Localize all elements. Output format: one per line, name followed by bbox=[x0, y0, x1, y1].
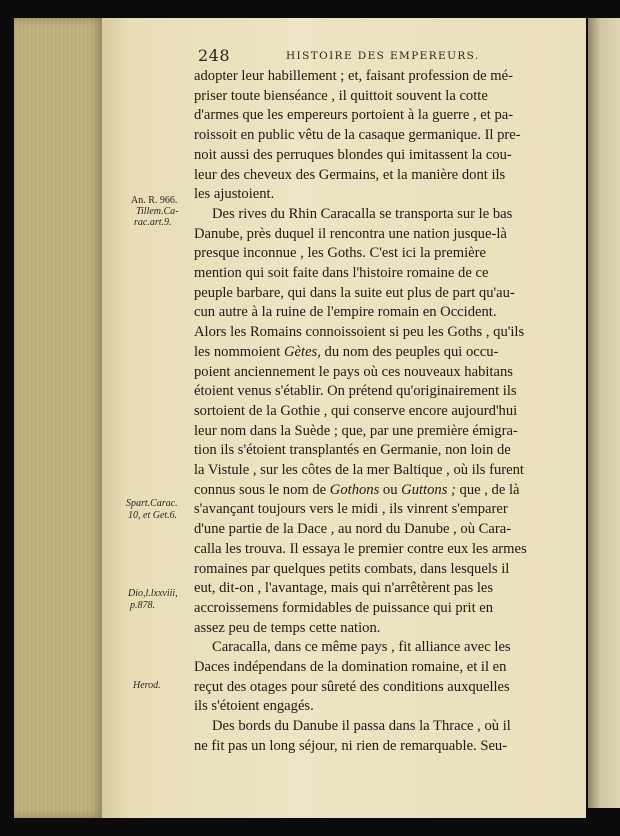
text-line: Caracalla, dans ce même pays , fit alliance avec les bbox=[212, 639, 511, 655]
facing-page-edge bbox=[588, 18, 620, 808]
text-line: Des bords du Danube il passa dans la Thrace , où il bbox=[212, 718, 511, 734]
text-segment: connus sous le nom de bbox=[194, 482, 330, 498]
margin-note-line: Dio,l.lxxviii, bbox=[128, 588, 178, 599]
margin-note-line: Spart.Carac. bbox=[126, 498, 178, 509]
text-line: romaines par quelques petits combats, dans lesquels il bbox=[194, 561, 510, 577]
margin-note-line: Tillem.Ca- bbox=[136, 206, 179, 217]
text-line: d'armes que les empereurs portoient à la guerre , et pa- bbox=[194, 107, 514, 123]
text-segment: du nom des peuples qui occu- bbox=[320, 344, 499, 360]
text-segment: les nommoient bbox=[194, 344, 284, 360]
text-line bbox=[194, 481, 520, 499]
text-line: Daces indépendans de la domination romaine, et il en bbox=[194, 659, 507, 675]
text-segment: ou bbox=[379, 482, 402, 498]
text-line: assez peu de temps cette nation. bbox=[194, 620, 381, 636]
page-number: 248 bbox=[198, 46, 231, 65]
margin-note-line: An. R. 966. bbox=[131, 195, 178, 206]
text-line: Danube, près duquel il rencontra une nation jusque-là bbox=[194, 226, 507, 242]
text-line: leur nom dans la Suède ; que, par une première émigra- bbox=[194, 423, 518, 439]
text-line: les ajustoient. bbox=[194, 186, 275, 202]
text-line: peuple barbare, qui dans la suite eut plus de part qu'au- bbox=[194, 285, 515, 301]
text-line: ne fit pas un long séjour, ni rien de remarquable. Seu- bbox=[194, 738, 508, 754]
text-line: tion ils s'étoient transplantés en Germanie, non loin de bbox=[194, 442, 511, 458]
text-line: sortoient de la Gothie , qui conserve encore aujourd'hui bbox=[194, 403, 518, 419]
italic-term-guttons: Guttons ; bbox=[401, 482, 456, 498]
text-line: eut, dit-on , l'avantage, mais qui n'arrêtèrent pas les bbox=[194, 580, 494, 596]
text-line: adopter leur habillement ; et, faisant profession de mé- bbox=[194, 68, 513, 84]
text-line: presque inconnue , les Goths. C'est ici la première bbox=[194, 245, 486, 261]
text-line: la Vistule , sur les côtes de la mer Baltique , où ils furent bbox=[194, 462, 524, 478]
text-line: ils s'étoient engagés. bbox=[194, 698, 314, 714]
italic-term-gothons: Gothons bbox=[329, 482, 380, 498]
margin-note-line: Herod. bbox=[133, 680, 161, 691]
margin-note-line: 10, et Get.6. bbox=[128, 510, 178, 521]
text-line: reçut des otages pour sûreté des conditions auxquelles bbox=[194, 679, 510, 695]
text-line: s'avançant toujours vers le midi , ils vinrent s'emparer bbox=[194, 501, 508, 517]
text-line: calla les trouva. Il essaya le premier contre eux les armes bbox=[194, 541, 527, 557]
page-edges bbox=[14, 18, 104, 818]
margin-note-line: p.878. bbox=[130, 600, 155, 611]
text-line: mention qui soit faite dans l'histoire romaine de ce bbox=[194, 265, 489, 281]
text-line: noit aussi des perruques blondes qui imitassent la cou- bbox=[194, 147, 512, 163]
text-line: Alors les Romains connoissoient si peu les Goths , qu'ils bbox=[194, 324, 525, 340]
text-line: accroissemens formidables de puissance qui prit en bbox=[194, 600, 494, 616]
italic-term-getes: Gètes, bbox=[284, 344, 321, 360]
text-line: priser toute bienséance , il quittoit souvent la cotte bbox=[194, 88, 488, 104]
text-line: poient anciennement le pays où ces nouveaux habitans bbox=[194, 364, 513, 380]
text-line bbox=[194, 343, 498, 361]
running-head-title: HISTOIRE DES EMPEREURS. bbox=[286, 50, 480, 62]
text-line: Des rives du Rhin Caracalla se transporta sur le bas bbox=[212, 206, 513, 222]
text-segment: que , de là bbox=[455, 482, 520, 498]
text-line: d'une partie de la Dace , au nord du Danube , où Cara- bbox=[194, 521, 512, 537]
margin-note-line: rac.art.9. bbox=[134, 217, 172, 228]
text-line: leur des cheveux des Germains, et la manière dont ils bbox=[194, 167, 506, 183]
text-line: cun autre à la ruine de l'empire romain en Occident. bbox=[194, 304, 497, 320]
text-line: étoient venus s'établir. On prétend qu'originairement ils bbox=[194, 383, 517, 399]
text-line: roissoit en public vêtu de la casaque germanique. Il pre- bbox=[194, 127, 521, 143]
